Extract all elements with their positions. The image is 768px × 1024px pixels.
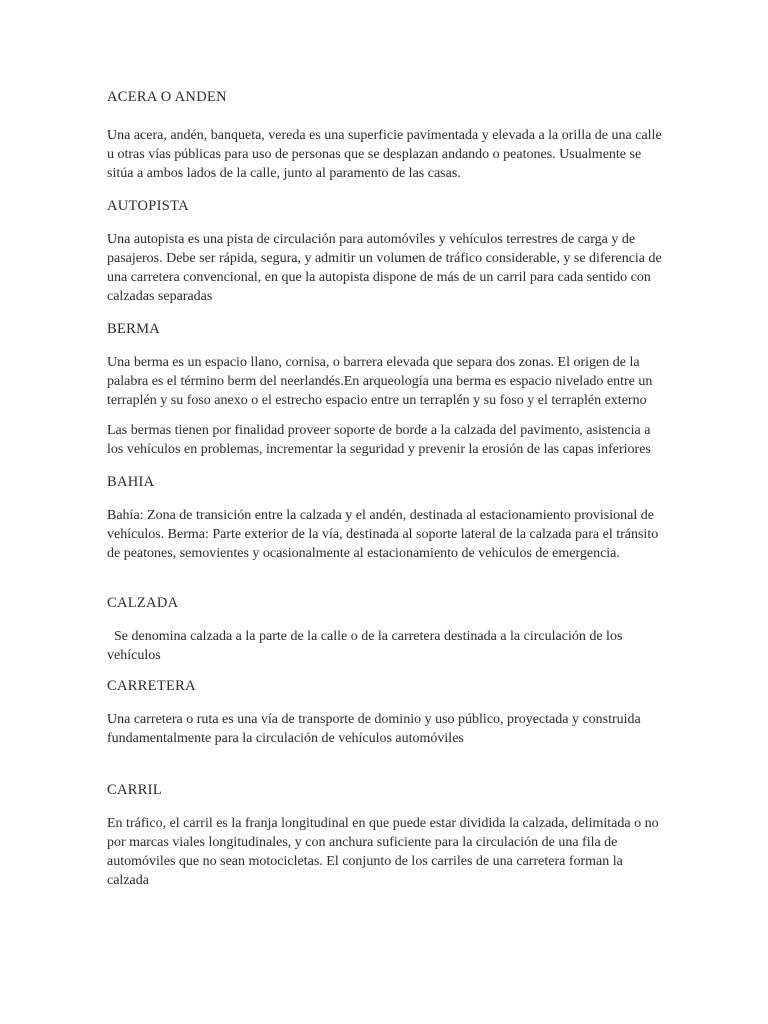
heading-acera-o-anden: ACERA O ANDEN [107, 89, 227, 105]
paragraph-carril: En tráfico, el carril es la franja longitudinal en que puede estar dividida la calzada, delimitada o no por marcas viales longitudinales, y con anchura suficiente para la circulación de una fila de automóviles que no sean motocicletas. El conjunto de los carriles de una carretera forman la calzada [107, 816, 659, 888]
heading-berma: BERMA [107, 321, 161, 337]
heading-carril: CARRIL [107, 782, 162, 798]
paragraph-calzada: Se denomina calzada a la parte de la calle o de la carretera destinada a la circulación de los vehículos [107, 629, 626, 663]
heading-bahia: BAHIA [107, 474, 155, 490]
paragraph-carretera: Una carretera o ruta es una vía de transporte de dominio y uso público, proyectada y construida fundamentalmente para la circulación de vehículos automóviles [107, 712, 641, 746]
heading-autopista: AUTOPISTA [107, 198, 189, 214]
paragraph-bahia: Bahía: Zona de transición entre la calzada y el andén, destinada al estacionamiento provisional de vehículos. Berma: Parte exterior de la vía, destinada al soporte lateral de la calzada para el tránsito de peatones, semovientes y ocasionalmente al estacionamiento de vehículos de emergencia. [107, 508, 659, 561]
paragraph-autopista: Una autopista es una pista de circulación para automóviles y vehículos terrestres de carga y de pasajeros. Debe ser rápida, segura, y admitir un volumen de tráfico considerable, y se diferencia de una carretera convencional, en que la autopista dispone de más de un carril para cada sentido con calzadas separadas [107, 232, 662, 304]
paragraph-acera: Una acera, andén, banqueta, vereda es una superficie pavimentada y elevada a la orilla de una calle u otras vías públicas para uso de personas que se desplazan andando o peatones. Usualmente se sitúa a ambos lados de la calle, junto al paramento de las casas. [107, 128, 662, 181]
paragraph-berma-2: Las bermas tienen por finalidad proveer soporte de borde a la calzada del pavimento, asistencia a los vehículos en problemas, incrementar la seguridad y prevenir la erosión de las capas inferiores [107, 423, 651, 457]
heading-carretera: CARRETERA [107, 678, 196, 694]
heading-calzada: CALZADA [107, 595, 179, 611]
paragraph-berma-1: Una berma es un espacio llano, cornisa, o barrera elevada que separa dos zonas. El origen de la palabra es el término berm del neerlandés.En arqueología una berma es espacio nivelado entre un terraplén y su foso anexo o el estrecho espacio entre un terraplén y su foso y el terraplén externo [107, 355, 653, 408]
